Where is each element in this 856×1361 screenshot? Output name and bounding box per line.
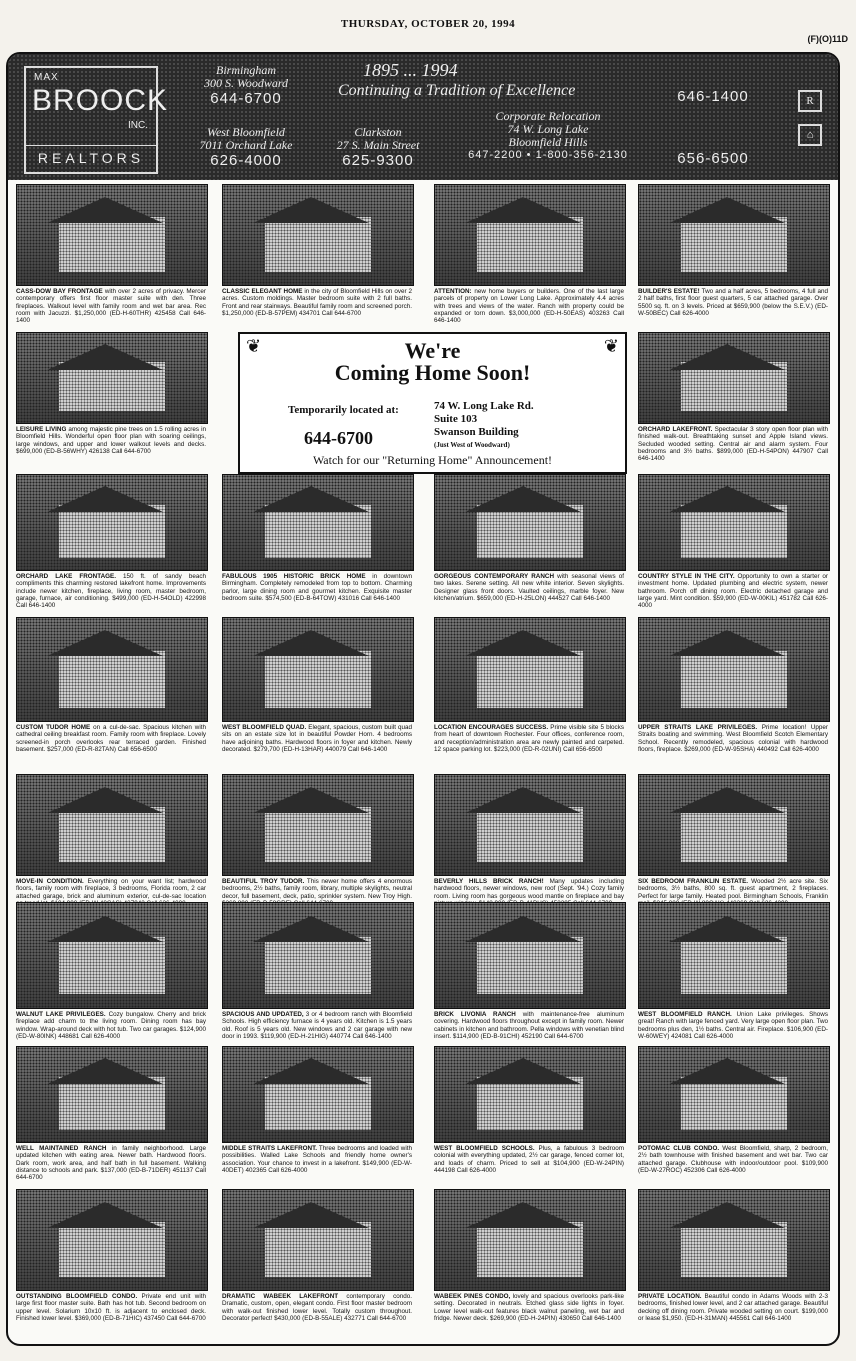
house-image <box>265 1077 371 1129</box>
roof-image <box>47 787 163 813</box>
listing-photo <box>222 617 414 722</box>
listing-photo <box>16 1046 208 1143</box>
listing-photo <box>222 474 414 571</box>
listing-caption <box>16 1011 206 1040</box>
listing-photo <box>222 1046 414 1143</box>
listing-text: Private end unit with large first floor master suite. Bath has hot tub. Second bedroom on upper level. Solarium 10x10 ft. is adjacent to enclosed deck. Finished lower level. $369,000 (ED-B-71HIC) 437450 Call 644-6700 <box>16 1293 207 1322</box>
listing-text: Plus, a fabulous 3 bedroom colonial with everything updated, 2½ car garage, fenced corner lot, and loads of charm. Priced to sell at $104,900 (ED-W-24PIN) 444198 Call 626-4000 <box>434 1145 624 1174</box>
house-image <box>265 1222 371 1277</box>
office-right-bottom <box>658 150 768 167</box>
listing-card <box>434 1189 624 1322</box>
house-image <box>477 807 583 862</box>
house-image <box>681 937 787 995</box>
listing-caption <box>434 1293 624 1322</box>
roof-image <box>47 630 163 656</box>
listing-caption <box>434 1145 624 1174</box>
listing-title: ORCHARD LAKE FRONTAGE. <box>16 573 116 580</box>
listing-photo <box>16 1189 208 1291</box>
house-image <box>59 217 165 272</box>
listing-title: UPPER STRAITS LAKE PRIVILEGES. <box>638 724 758 731</box>
listing-caption <box>16 288 206 324</box>
listing-title: WELL MAINTAINED RANCH <box>16 1145 107 1152</box>
office-name: Clarkston <box>354 125 402 139</box>
listing-text: in downtown Birmingham. Completely remodeled from top to bottom. Charming parlor, large dining room and gourmet kitchen. Exquisite master bedroom suite. $574,500 (ED-B-64TOW) 431016 Call 646-1400 <box>222 573 412 602</box>
listing-caption <box>16 573 206 609</box>
office-phone: 647-2200 • 1-800-356-2130 <box>468 149 628 161</box>
listing-photo <box>638 617 830 722</box>
listing-card <box>638 332 828 462</box>
house-image <box>681 1222 787 1277</box>
listing-text: Spectacular 3 story open floor plan with finished walk-out. Breathtaking sunset and Apple Island views. Secluded wooded setting. Central air and alarm system. Four bedrooms and 3½ baths. $899,000 (ED-H-54PON) 447907 Call 646-1400 <box>638 426 829 463</box>
roof-image <box>669 787 785 813</box>
listing-photo <box>638 474 830 571</box>
listing-photo <box>16 617 208 722</box>
roof-image <box>465 197 581 223</box>
office-phone: 644-6700 <box>210 90 282 107</box>
listing-title: BEVERLY HILLS BRICK RANCH! <box>434 878 544 885</box>
listing-title: FABULOUS 1905 HISTORIC BRICK HOME <box>222 573 366 580</box>
listing-title: WABEEK PINES CONDO, <box>434 1293 511 1300</box>
office-phone: 626-4000 <box>210 152 282 169</box>
roof-image <box>47 344 163 370</box>
house-image <box>477 1077 583 1129</box>
roof-image <box>47 197 163 223</box>
listing-caption <box>638 724 828 753</box>
listing-caption <box>434 1011 624 1040</box>
office-phone: 646-1400 <box>677 88 749 105</box>
roof-image <box>47 916 163 942</box>
listing-photo <box>638 332 830 424</box>
address-note: (Just West of Woodward) <box>434 441 510 449</box>
listing-caption <box>16 1293 206 1322</box>
listing-text: Opportunity to own a starter or investment home. Updated plumbing and electric system, newer bathroom. Porch off dining room. Electric detached garage and large yard. Mint condition. $59,900 (ED-W-00KIL) 451782 Call 626-4000 <box>638 573 828 610</box>
roof-image <box>669 197 785 223</box>
listing-caption <box>222 573 412 602</box>
listing-card <box>638 184 828 317</box>
office-city: Bloomfield Hills <box>508 135 588 149</box>
listing-text: This newer home offers 4 enormous bedrooms, 2½ baths, family room, library, multiple skylights, neutral decor, full basement, deck, patio, sprinkler system. New Troy High. <box>222 878 413 900</box>
house-image <box>477 217 583 272</box>
listing-text: lovely and spacious overlooks park-like setting. Decorated in neutrals. Etched glass side lights in foyer. Lower level walk-out features black walnut paneling, wet bar and fridge. Newer deck. $269,900 (ED-H-24PIN) 430650 Call 646-1400 <box>434 1293 624 1322</box>
listing-photo <box>222 774 414 876</box>
house-image <box>477 505 583 557</box>
roof-image <box>465 787 581 813</box>
roof-image <box>253 486 369 512</box>
listing-text: contemporary condo. Dramatic, custom, open, elegant condo. First floor master bedroom with walk-out finished lower level. Totally custom throughout. Decorator perfect! $430,000 (ED-B-55ALE) 432771 Call 644-6700 <box>222 1293 413 1322</box>
office-west-bloomfield <box>186 126 306 169</box>
office-name: Corporate Relocation <box>495 109 601 123</box>
listing-text: on a cul-de-sac. Spacious kitchen with cathedral ceiling breakfast room. Family room with fireplace. Lovely screened-in porch overlooks rear terraced garden. Finished basement. $257,000 (ED-R-82TAN) Call 656-6500 <box>16 724 207 753</box>
listing-caption <box>434 724 624 753</box>
listing-caption <box>222 1011 412 1040</box>
ad-page <box>6 52 840 1346</box>
listing-card <box>638 774 828 907</box>
listing-caption <box>16 724 206 753</box>
listing-text: 150 ft. of sandy beach compliments this charming restored lakefront home. Improvements include newer kitchen, fireplace, living room, master bedroom, garage, furnace, air conditioning. $499,000 (ED-H-54OLD) 422998 Call 646-1400 <box>16 573 207 610</box>
listing-caption <box>222 288 412 317</box>
office-address: 300 S. Woodward <box>203 76 289 90</box>
corner-ornament-icon: ❦ <box>246 336 262 356</box>
address-line2: Suite 103 <box>434 413 478 425</box>
address-line3: Swanson Building <box>434 426 519 438</box>
house-image <box>59 1222 165 1277</box>
listing-photo <box>638 774 830 876</box>
listing-caption <box>434 288 624 324</box>
listing-text: in family neighborhood. Large updated kitchen with eating area. Newer bath. Hardwood floors. Dark room, work area, and half bath in full basement. Walking distance to schools and park. $137,000 (ED-B-71DER) 451137 Call 644-6700 <box>16 1145 206 1182</box>
listing-title: ATTENTION: <box>434 288 472 295</box>
listing-photo <box>434 1046 626 1143</box>
listing-text: Wooded 2½ acre site. Six bedrooms, 3½ baths, 800 sq. ft. guest apartment, 2 fireplaces. Perfect for large family. Heated pool. Birmingham Schools, Franklin <box>638 878 828 900</box>
logo-max: MAX <box>34 72 59 83</box>
logo-realtors: REALTORS <box>26 145 156 166</box>
listing-card <box>16 617 206 753</box>
office-address: 7011 Orchard Lake <box>199 138 293 152</box>
listing-card <box>222 1046 412 1174</box>
house-image <box>265 937 371 995</box>
office-right-top <box>658 88 768 105</box>
office-address: 74 W. Long Lake <box>507 122 589 136</box>
center-phone: 644-6700 <box>304 428 373 448</box>
listing-photo <box>434 184 626 286</box>
listing-text: Prime visible site 5 blocks from heart of downtown Rochester. Four offices, conference room, and reception/administration area are newly painted and carpeted. 12 space parking lot. $223,000 (ED-R-02UNI) Call 656-6500 <box>434 724 624 753</box>
page-number: (F)(O)11D <box>807 34 848 44</box>
listing-caption <box>638 1011 828 1040</box>
roof-image <box>253 787 369 813</box>
listing-photo <box>434 902 626 1009</box>
listing-text: Three bedrooms and loaded with possibilities. Walled Lake Schools and friendly home owner's association. Your chance to invest in a lakefront. $149,900 (ED-W-40DET) 402365 Call 626-4000 <box>222 1145 413 1174</box>
listing-card <box>16 474 206 609</box>
house-image <box>59 937 165 995</box>
listing-text: Two and a half acres, 5 bedrooms, 4 full and 2 half baths, first floor guest quarters, 5 car attached garage. Over 5500 sq. ft. on 3 levels. Priced at $659,900 (below the S.E.V.) (ED-W-50BEC) Call 626-4000 <box>638 288 829 317</box>
listing-text: 3 or 4 bedroom ranch with Bloomfield Schools. High efficiency furnace is 4 years old. Kitchen is 1.5 years old. Roof is 5 years old. New windows and 2 car garage with new door in 1993. $119,900 (ED-H-21HIG) 440774 Call 646-1400 <box>222 1011 412 1040</box>
office-clarkston <box>318 126 438 169</box>
listing-photo <box>434 617 626 722</box>
listing-title: MOVE-IN CONDITION. <box>16 878 84 885</box>
listing-photo <box>16 902 208 1009</box>
listing-card <box>638 1189 828 1322</box>
listing-title: CASS-DOW BAY FRONTAGE <box>16 288 103 295</box>
roof-image <box>47 486 163 512</box>
listing-text: West Bloomfield, sharp, 2 bedroom, 2½ bath townhouse with finished basement and wet bar. Two car attached garage. Clubhouse with indoor/outdoor pool. $109,900 (ED-W-27ROC) 452306 Call 626-4000 <box>638 1145 829 1174</box>
roof-image <box>47 1202 163 1228</box>
office-birmingham <box>186 64 306 107</box>
listing-card <box>222 617 412 753</box>
listing-caption <box>222 1293 412 1322</box>
house-image <box>265 217 371 272</box>
listing-text: Union Lake privileges. Shows great! Ranch with large fenced yard. Very large open floor plan. Two bedrooms plus den, 1½ baths. Central air. Fireplace. $106,900 (ED-W-60WEY) 424081 Call 626-4000 <box>638 1011 829 1040</box>
listing-title: COUNTRY STYLE IN THE CITY. <box>638 573 735 580</box>
listing-photo <box>638 1046 830 1143</box>
listing-photo <box>16 774 208 876</box>
roof-image <box>465 1058 581 1084</box>
roof-image <box>465 916 581 942</box>
tagline-text: Continuing a Tradition of Excellence <box>338 82 576 99</box>
equal-housing-icon: ⌂ <box>798 124 822 146</box>
roof-image <box>465 630 581 656</box>
listing-title: PRIVATE LOCATION. <box>638 1293 702 1300</box>
listing-title: CUSTOM TUDOR HOME <box>16 724 91 731</box>
logo-name: BROOCK <box>32 84 169 117</box>
listing-card <box>434 474 624 602</box>
listing-title: BUILDER'S ESTATE! <box>638 288 700 295</box>
house-image <box>681 1077 787 1129</box>
listing-card <box>16 184 206 324</box>
office-relocation <box>453 110 643 161</box>
roof-image <box>669 1202 785 1228</box>
roof-image <box>669 486 785 512</box>
listing-card <box>222 474 412 602</box>
listing-card <box>16 774 206 907</box>
listing-card <box>16 1189 206 1322</box>
house-image <box>59 1077 165 1129</box>
listing-card <box>638 474 828 609</box>
listing-photo <box>16 184 208 286</box>
address-line1: 74 W. Long Lake Rd. <box>434 400 534 412</box>
center-title-line2: Coming Home Soon! <box>334 360 531 385</box>
listing-title: GORGEOUS CONTEMPORARY RANCH <box>434 573 554 580</box>
listing-text: Many updates including hardwood floors, newer windows, new roof (Sept. '94.) Cozy family room. Living room has gorgeous wood mantle on fireplace and bay <box>434 878 624 900</box>
listing-text: Cozy bungalow. Cherry and brick fireplace add charm to the living room. Dining room has bay window. Wrap-around deck with hot tub. Two car garages. $124,900 (ED-W-80INK) 448681 Call 626-4000 <box>16 1011 206 1040</box>
office-phone: 656-6500 <box>677 150 749 167</box>
listing-title: WEST BLOOMFIELD SCHOOLS. <box>434 1145 535 1152</box>
roof-image <box>669 344 785 370</box>
roof-image <box>669 916 785 942</box>
listing-title: SPACIOUS AND UPDATED, <box>222 1011 304 1018</box>
listing-caption <box>222 724 412 753</box>
listing-card <box>638 902 828 1040</box>
office-name: Birmingham <box>216 63 276 77</box>
listing-card <box>638 1046 828 1174</box>
listing-text: Everything on your want list; hardwood floors, family room with fireplace, 3 bedrooms, Florida room, 2 car attached garage, brick and aluminum exterior, cul-de-sac location <box>16 878 206 900</box>
roof-image <box>253 1202 369 1228</box>
center-title-line1: We're <box>404 338 461 363</box>
broker-banner <box>8 54 838 180</box>
listing-caption <box>638 573 828 609</box>
listing-title: SIX BEDROOM FRANKLIN ESTATE. <box>638 878 749 885</box>
logo-inc: INC. <box>128 120 148 131</box>
listing-text: Beautiful condo in Adams Woods with 2-3 bedrooms, finished lower level, and 2 car attached garage. Beautiful decking off dining room. Private wooded setting on court. $199,000 or lease $1,950. (ED-H-31MAN) 445561 Call 646-1400 <box>638 1293 828 1322</box>
house-image <box>681 505 787 557</box>
house-image <box>59 651 165 708</box>
roof-image <box>253 197 369 223</box>
roof-image <box>253 916 369 942</box>
listing-caption <box>638 426 828 462</box>
house-image <box>681 217 787 272</box>
roof-image <box>669 630 785 656</box>
roof-image <box>253 630 369 656</box>
listing-card <box>638 617 828 753</box>
listing-title: WEST BLOOMFIELD QUAD. <box>222 724 307 731</box>
listing-photo <box>16 474 208 571</box>
roof-image <box>253 1058 369 1084</box>
house-image <box>681 651 787 708</box>
office-phone: 625-9300 <box>342 152 414 169</box>
listing-photo <box>434 1189 626 1291</box>
house-image <box>477 1222 583 1277</box>
listing-photo <box>638 1189 830 1291</box>
listing-card <box>434 902 624 1040</box>
page-date: THURSDAY, OCTOBER 20, 1994 <box>340 18 516 30</box>
listing-text: with maintenance-free aluminum covering. Hardwood floors throughout except in family room. Newer cabinets in kitchen and bathroom. Pella windows with venetian blind insert. $114,900 (ED-B-91CHI) 452190 Call 644-6700 <box>434 1011 625 1040</box>
listing-title: WEST BLOOMFIELD RANCH. <box>638 1011 732 1018</box>
listing-photo <box>638 184 830 286</box>
listing-text: new home buyers or builders. One of the last large parcels of property on Lower Long Lake. Approximately 4.4 acres with trees and views of the water. Ranch with property could be expanded or torn down. $3,000,000 (ED-H-50EAS) 403263 Call 646-1400 <box>434 288 624 325</box>
listing-card <box>222 1189 412 1322</box>
listing-title: BRICK LIVONIA RANCH <box>434 1011 516 1018</box>
house-image <box>59 807 165 862</box>
center-footer: Watch for our "Returning Home" Announcement! <box>312 453 553 467</box>
corner-ornament-icon: ❦ <box>603 336 619 356</box>
listing-caption <box>222 1145 412 1174</box>
house-image <box>681 807 787 862</box>
listing-card <box>434 617 624 753</box>
listing-title: CLASSIC ELEGANT HOME <box>222 288 303 295</box>
listing-caption <box>16 1145 206 1181</box>
listing-photo <box>222 902 414 1009</box>
listing-title: OUTSTANDING BLOOMFIELD CONDO. <box>16 1293 138 1300</box>
listing-card <box>434 774 624 907</box>
house-image <box>265 505 371 557</box>
listing-text: in the city of Bloomfield Hills on over 2 acres. Custom moldings. Master bedroom suite with 2 full baths. Front and rear stairways. Beautiful family room and screened porch. $1,250,000 (ED-B-57PEM) 434701 Call 644-6700 <box>222 288 412 317</box>
listing-title: MIDDLE STRAITS LAKEFRONT. <box>222 1145 317 1152</box>
house-image <box>265 807 371 862</box>
listing-photo <box>434 774 626 876</box>
roof-image <box>465 486 581 512</box>
listing-title: LEISURE LIVING <box>16 426 67 433</box>
listing-caption <box>16 426 206 455</box>
coming-home-ad <box>238 332 627 474</box>
listing-card <box>434 184 624 324</box>
listing-card <box>434 1046 624 1174</box>
listing-caption <box>434 573 624 602</box>
temp-location-label: Temporarily located at: <box>288 404 399 416</box>
temp-address <box>434 400 534 452</box>
listing-text: among majestic pine trees on 1.5 rolling acres in Bloomfield Hills. Wonderful open floor plan with soaring ceilings, large windows, and upper and lower walkout levels and decks. $699,000 (ED-B-56WHY) 426138 Call 644-6700 <box>16 426 206 455</box>
listing-text: Elegant, spacious, custom built quad sits on an estate size lot in beautiful Powder Horn. 4 bedrooms have adjoining baths. Hardwood floors in foyer and kitchen. Newly decorated. $279,700 (ED-H-13HAR) 440079 Call 646-1400 <box>222 724 412 753</box>
listing-title: LOCATION ENCOURAGES SUCCESS. <box>434 724 549 731</box>
listing-photo <box>638 902 830 1009</box>
house-image <box>477 937 583 995</box>
listing-title: DRAMATIC WABEEK LAKEFRONT <box>222 1293 339 1300</box>
listing-title: BEAUTIFUL TROY TUDOR. <box>222 878 305 885</box>
tagline-years: 1895 ... 1994 <box>363 60 458 80</box>
office-name: West Bloomfield <box>207 125 285 139</box>
listing-title: POTOMAC CLUB CONDO. <box>638 1145 720 1152</box>
listing-photo <box>222 1189 414 1291</box>
listing-card <box>222 902 412 1040</box>
listing-photo <box>222 184 414 286</box>
listing-caption <box>638 1145 828 1174</box>
roof-image <box>669 1058 785 1084</box>
listing-card <box>16 902 206 1040</box>
roof-image <box>465 1202 581 1228</box>
house-image <box>59 505 165 557</box>
listing-card <box>222 774 412 907</box>
house-image <box>265 651 371 708</box>
listing-card <box>16 332 206 455</box>
realtor-logo-icon: R <box>798 90 822 112</box>
listing-card <box>222 184 412 317</box>
roof-image <box>47 1058 163 1084</box>
listing-title: WALNUT LAKE PRIVILEGES. <box>16 1011 106 1018</box>
listing-caption <box>638 1293 828 1322</box>
listing-title: ORCHARD LAKEFRONT. <box>638 426 713 433</box>
listing-text: Prime location! Upper Straits boating and swimming. West Bloomfield Scotch Elementary School. Recently remodeled, spacious colonial with hardwood floors, fireplace. $269,000 (ED-W-95SHA) 440492 Call 626-4000 <box>638 724 829 753</box>
listing-text: with over 2 acres of privacy. Mercer contemporary offers first floor master suite with den. Three fireplaces. Walkout level with family room and wet bar area. Rec room with Jacuzzi. $1,250,000 (ED-H-60THR) 425458 Call 646-1400 <box>16 288 206 325</box>
listing-photo <box>16 332 208 424</box>
house-image <box>477 651 583 708</box>
listing-card <box>16 1046 206 1181</box>
broker-logo <box>24 66 169 174</box>
listing-text: with seasonal views of two lakes. Serene setting. All new white interior. Seven skylights. Designer glass front doors. Vaulted ceilings, marble foyer. New kitchen/atrium. $659,000 (ED-H-25LON) 444527 Call 646-1400 <box>434 573 625 602</box>
listing-caption <box>638 288 828 317</box>
listing-photo <box>434 474 626 571</box>
office-address: 27 S. Main Street <box>336 138 420 152</box>
